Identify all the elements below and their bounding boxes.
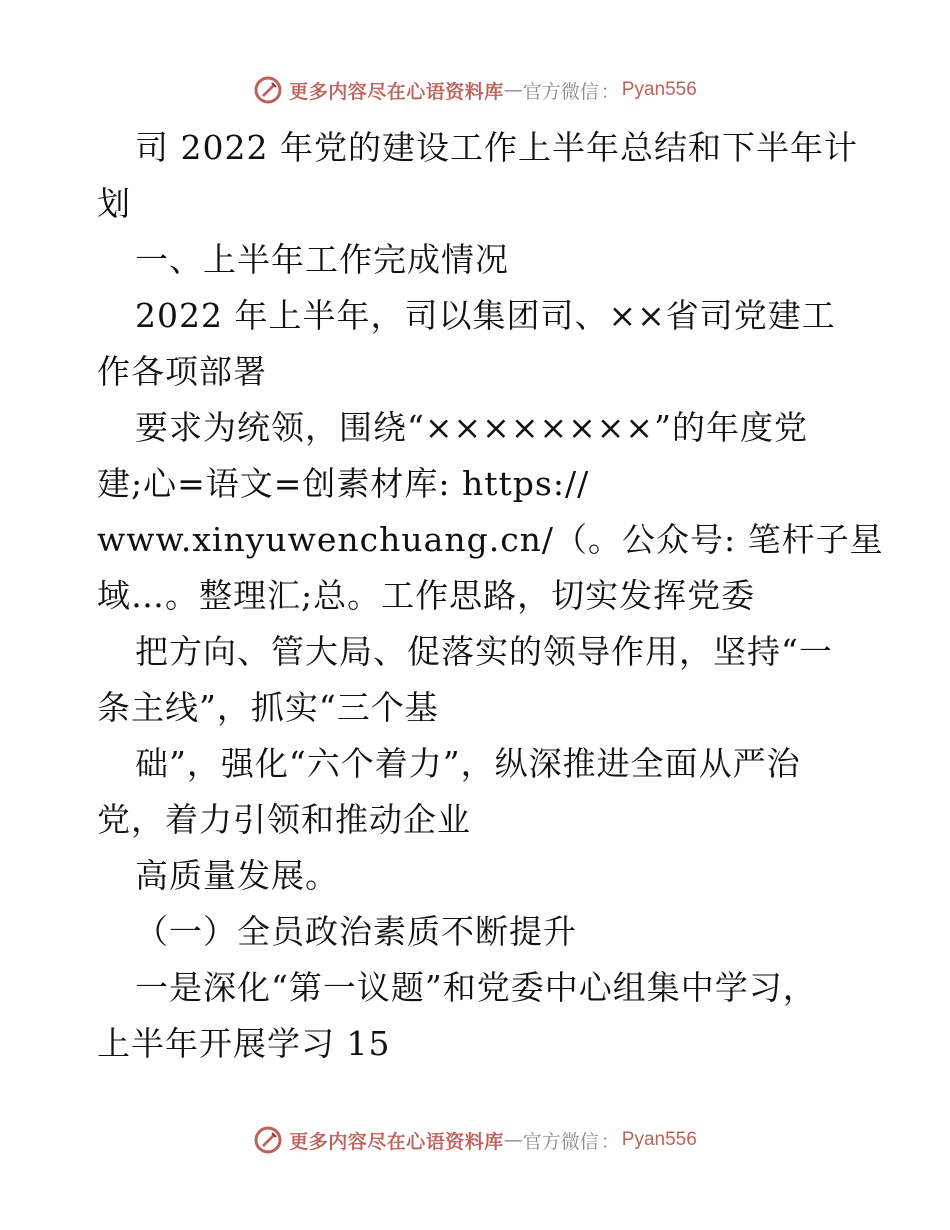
banner-wechat-id: Pyan556 (621, 79, 697, 100)
doc-line: 把方向、管大局、促落实的领导作用，坚持“一 (135, 632, 833, 671)
logo-icon (253, 75, 283, 105)
footer-watermark-banner (0, 1120, 950, 1160)
doc-line: 高质量发展。 (135, 856, 339, 895)
banner-colon: ： (600, 1130, 620, 1153)
doc-line: 司 2022 年党的建设工作上半年总结和下半年计 (135, 128, 858, 167)
banner-dash: — (503, 1129, 523, 1151)
doc-line: 础”，强化“六个着力”，纵深推进全面从严治 (135, 744, 801, 783)
banner-dash: — (503, 79, 523, 101)
banner-title: 更多内容尽在心语资料库 (289, 80, 504, 103)
banner-wechat-id: Pyan556 (621, 1129, 697, 1150)
doc-line: 2022 年上半年，司以集团司、××省司党建工 (135, 296, 836, 335)
doc-line: 要求为统领，围绕“××××××××”的年度党 (135, 408, 808, 447)
logo-icon (253, 1125, 283, 1155)
banner-title: 更多内容尽在心语资料库 (289, 1130, 504, 1153)
subsection-heading: （一）全员政治素质不断提升 (135, 912, 577, 951)
banner-official-label: 官方微信 (522, 1130, 599, 1153)
banner-colon: ： (600, 80, 620, 103)
doc-line: 上半年开展学习 15 (97, 1024, 391, 1063)
doc-line: 建;心=语文=创素材库: https:// (97, 464, 590, 503)
section-heading: 一、上半年工作完成情况 (135, 240, 509, 279)
banner-official-label: 官方微信 (522, 80, 599, 103)
doc-line: 党，着力引领和推动企业 (97, 800, 471, 839)
header-watermark-banner (0, 70, 950, 110)
doc-line: 条主线”，抓实“三个基 (97, 688, 439, 727)
doc-line: 域…。整理汇;总。工作思路，切实发挥党委 (97, 576, 756, 615)
doc-line: 一是深化“第一议题”和党委中心组集中学习， (135, 968, 817, 1007)
doc-line: 划 (97, 184, 131, 223)
document-body (97, 120, 884, 1072)
doc-line: 作各项部署 (97, 352, 267, 391)
doc-line: www.xinyuwenchuang.cn/（。公众号: 笔杆子星 (97, 520, 884, 559)
